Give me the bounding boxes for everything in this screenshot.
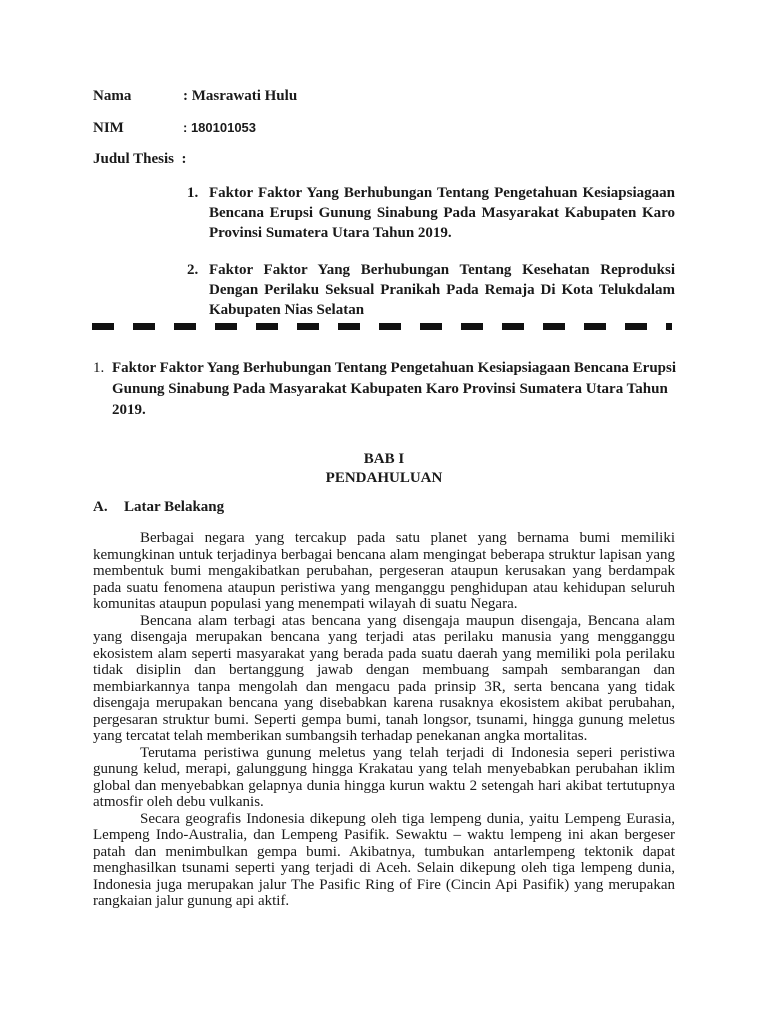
subsection-heading [93, 499, 224, 516]
thesis-title-1-text: Faktor Faktor Yang Berhubungan Tentang Pengetahuan Kesiapsiagaan Bencana Erupsi Gunung Sinabung Pada Masyarakat Kabupaten Karo Provinsi Sumatera Utara Tahun 2019. [209, 185, 675, 241]
paragraph: Bencana alam terbagi atas bencana yang disengaja maupun disengaja, Bencana alam yang disengaja merupakan bencana yang terjadi atas perilaku manusia yang mengganggu ekosistem alam seperti masyarakat yang berada pada suatu daerah yang memiliki pola perilaku tidak disiplin dan bertanggung jawab dengan membuang sampah sembarangan dan membiarkannya tanpa mengolah dan mengacu pada prinsip 3R, serta bencana yang tidak disengaja merupakan bencana yang disebabkan karena rusaknya ekosistem akibat perubahan, pergesaran struktur bumi. Seperti gempa bumi, tanah longsor, tsunami, hingga gunung meletus yang tercatat telah memberikan sumbangsih terhadap penekanan angka mortalitas. [93, 612, 675, 744]
section-number: 1. [93, 360, 105, 376]
body-text [93, 530, 675, 910]
name-value: : Masrawati Hulu [183, 88, 298, 104]
chapter-subtitle: PENDAHULUAN [325, 470, 443, 486]
dashed-divider [92, 323, 672, 330]
thesis-title-1 [187, 183, 675, 243]
section-title: Faktor Faktor Yang Berhubungan Tentang Pengetahuan Kesiapsiagaan Bencana Erupsi Gunung Sinabung Pada Masyarakat Kabupaten Karo Provinsi Sumatera Utara Tahun 2019. [112, 360, 677, 418]
paragraph: Terutama peristiwa gunung meletus yang telah terjadi di Indonesia seperi peristiwa gunung kelud, merapi, galunggung hingga Krakatau yang telah menyebabkan perubahan iklim global dan menyebabkan gelapnya dunia hingga kurun waktu 2 setengah hari akibat tertutupnya atmosfir oleh debu vulkanis. [93, 744, 675, 810]
thesis-title-2-text: Faktor Faktor Yang Berhubungan Tentang Kesehatan Reproduksi Dengan Perilaku Seksual Pranikah Pada Remaja Di Kota Telukdalam Kabupaten Nias Selatan [209, 262, 675, 318]
nim-value: : 180101053 [183, 120, 257, 135]
paragraph: Secara geografis Indonesia dikepung oleh tiga lempeng dunia, yaitu Lempeng Eurasia, Lempeng Indo-Australia, dan Lempeng Pasifik. Sewaktu – waktu lempeng ini akan bergeser patah dan menimbulkan gempa bumi. Akibatnya, tumbukan antarlempeng tektonik dapat menghasilkan tsunami seperti yang terjadi di Aceh. Selain dikepung oleh tiga lempeng dunia, Indonesia juga merupakan jalur The Pasific Ring of Fire (Cincin Api Pasifik) yang merupakan rangkaian jalur gunung api aktif. [93, 810, 675, 909]
thesis-label: Judul Thesis : [93, 151, 187, 167]
thesis-title-1-number: 1. [187, 185, 199, 201]
thesis-title-2-number: 2. [187, 262, 199, 278]
section-heading [93, 358, 683, 421]
paragraph: Berbagai negara yang tercakup pada satu planet yang bernama bumi memiliki kemungkinan untuk terjadinya berbagai bencana alam mengingat beberapa struktur lapisan yang membentuk bumi mengakibatkan perubahan, pergeseran ataupun kerusakan yang berdampak pada suatu fenomena ataupun peristiwa yang menganggu penghidupan atau kehidupan seluruh komunitas ataupun populasi yang menempati wilayah di suatu Negara. [93, 530, 675, 612]
nim-row [93, 120, 256, 137]
thesis-title-2 [187, 260, 675, 320]
chapter-title: BAB I [363, 451, 405, 467]
subsection-title: Latar Belakang [124, 499, 225, 515]
name-label: Nama [93, 88, 132, 104]
name-row [93, 88, 297, 105]
nim-label: NIM [93, 120, 124, 136]
subsection-label: A. [93, 499, 108, 515]
